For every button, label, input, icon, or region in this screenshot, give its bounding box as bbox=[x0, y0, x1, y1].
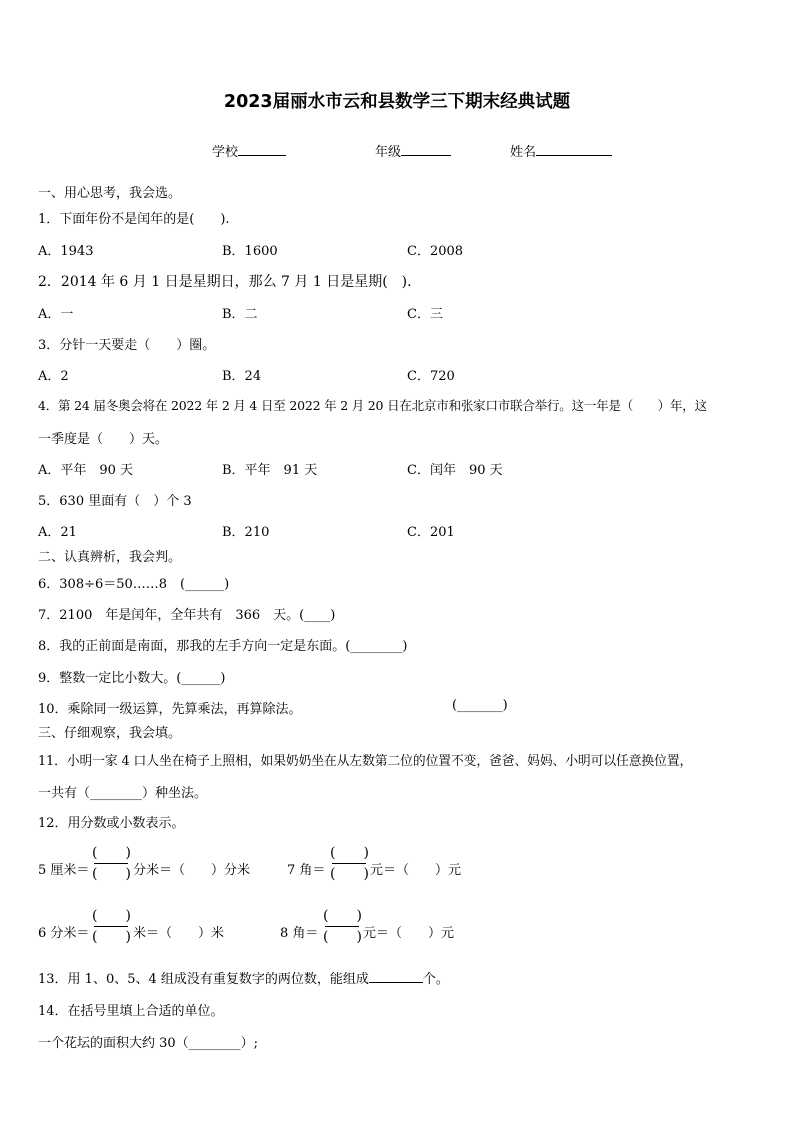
question-9: 9．整数一定比小数大。(______) bbox=[38, 671, 226, 686]
q12-r2a-fraction[interactable]: ( ) ( ) bbox=[92, 908, 131, 945]
question-13-stem: 13．用 1、0、5、4 组成没有重复数字的两位数，能组成 bbox=[38, 972, 369, 987]
school-label: 学校 bbox=[212, 141, 286, 160]
q12-r1b-prefix: 7 角＝ bbox=[287, 863, 326, 878]
question-7: 7．2100 年是闰年，全年共有 366 天。(____) bbox=[38, 608, 336, 623]
question-3: 3．分针一天要走（ ）圈。 bbox=[38, 338, 216, 353]
q3-option-c[interactable]: C．720 bbox=[407, 369, 455, 384]
q4-option-a[interactable]: A．平年 90 天 bbox=[38, 463, 134, 478]
question-10-blank[interactable]: (_______) bbox=[452, 698, 508, 713]
question-12: 12．用分数或小数表示。 bbox=[38, 816, 185, 831]
q2-option-a[interactable]: A．一 bbox=[38, 307, 74, 322]
q12-r1a-fraction[interactable]: ( ) ( ) bbox=[92, 845, 131, 882]
q3-option-a[interactable]: A．2 bbox=[38, 369, 69, 384]
name-label: 姓名 bbox=[510, 141, 612, 160]
question-11-line-2: 一共有（________）种坐法。 bbox=[38, 786, 208, 801]
question-1: 1．下面年份不是闰年的是( ). bbox=[38, 212, 230, 227]
section-3-heading: 三、仔细观察，我会填。 bbox=[38, 726, 182, 741]
q12-r1a-suffix: 分米＝（ ）分米 bbox=[133, 863, 251, 878]
question-14: 14．在括号里填上合适的单位。 bbox=[38, 1004, 224, 1019]
name-blank[interactable] bbox=[536, 143, 612, 156]
section-2-heading: 二、认真辨析，我会判。 bbox=[38, 550, 182, 565]
q1-option-c[interactable]: C．2008 bbox=[407, 244, 464, 259]
q12-r1a-prefix: 5 厘米＝ bbox=[38, 863, 90, 878]
section-1-heading: 一、用心思考，我会选。 bbox=[38, 186, 182, 201]
q2-option-b[interactable]: B．二 bbox=[222, 307, 258, 322]
question-13-blank[interactable] bbox=[369, 970, 423, 983]
q12-r2b-prefix: 8 角＝ bbox=[280, 926, 319, 941]
q12-r1b-fraction[interactable]: ( ) ( ) bbox=[330, 845, 369, 882]
q4-option-b[interactable]: B．平年 91 天 bbox=[222, 463, 318, 478]
q12-r1b-suffix: 元＝（ ）元 bbox=[370, 863, 462, 878]
q1-option-b[interactable]: B．1600 bbox=[222, 244, 278, 259]
question-11-line-1: 11．小明一家 4 口人坐在椅子上照相，如果奶奶坐在从左数第二位的位置不变，爸爸、妈妈、小明可以任意换位置， bbox=[38, 754, 693, 769]
q5-option-c[interactable]: C．201 bbox=[407, 525, 455, 540]
grade-label: 年级 bbox=[375, 141, 451, 160]
q12-r2a-prefix: 6 分米＝ bbox=[38, 926, 90, 941]
q3-option-b[interactable]: B．24 bbox=[222, 369, 262, 384]
question-8: 8．我的正前面是南面，那我的左手方向一定是东面。(________) bbox=[38, 639, 408, 654]
q5-option-a[interactable]: A．21 bbox=[38, 525, 77, 540]
q2-option-c[interactable]: C．三 bbox=[407, 307, 443, 322]
question-13 bbox=[38, 968, 449, 987]
grade-blank[interactable] bbox=[401, 143, 451, 156]
question-13-tail: 个。 bbox=[422, 972, 449, 987]
question-6: 6．308÷6＝50……8 (______) bbox=[38, 577, 230, 592]
question-4-line-1: 4．第 24 届冬奥会将在 2022 年 2 月 4 日至 2022 年 2 月 20 日在北京市和张家口市联合举行。这一年是（ ）年，这 bbox=[38, 398, 707, 413]
school-blank[interactable] bbox=[238, 143, 286, 156]
q12-r2a-suffix: 米＝（ ）米 bbox=[133, 926, 225, 941]
q12-r2b-fraction[interactable]: ( ) ( ) bbox=[323, 908, 362, 945]
q5-option-b[interactable]: B．210 bbox=[222, 525, 270, 540]
question-10: 10．乘除同一级运算，先算乘法，再算除法。 bbox=[38, 702, 302, 717]
q4-option-c[interactable]: C．闰年 90 天 bbox=[407, 463, 503, 478]
question-2: 2．2014 年 6 月 1 日是星期日，那么 7 月 1 日是星期( ). bbox=[38, 274, 412, 290]
question-14-item-1: 一个花坛的面积大约 30（________）; bbox=[38, 1036, 259, 1051]
q12-r2b-suffix: 元＝（ ）元 bbox=[363, 926, 455, 941]
question-4-line-2: 一季度是（ ）天。 bbox=[38, 432, 169, 447]
q1-option-a[interactable]: A．1943 bbox=[38, 244, 94, 259]
question-5: 5．630 里面有（ ）个 3 bbox=[38, 494, 192, 509]
page-title: 2023届丽水市云和县数学三下期末经典试题 bbox=[223, 92, 571, 112]
